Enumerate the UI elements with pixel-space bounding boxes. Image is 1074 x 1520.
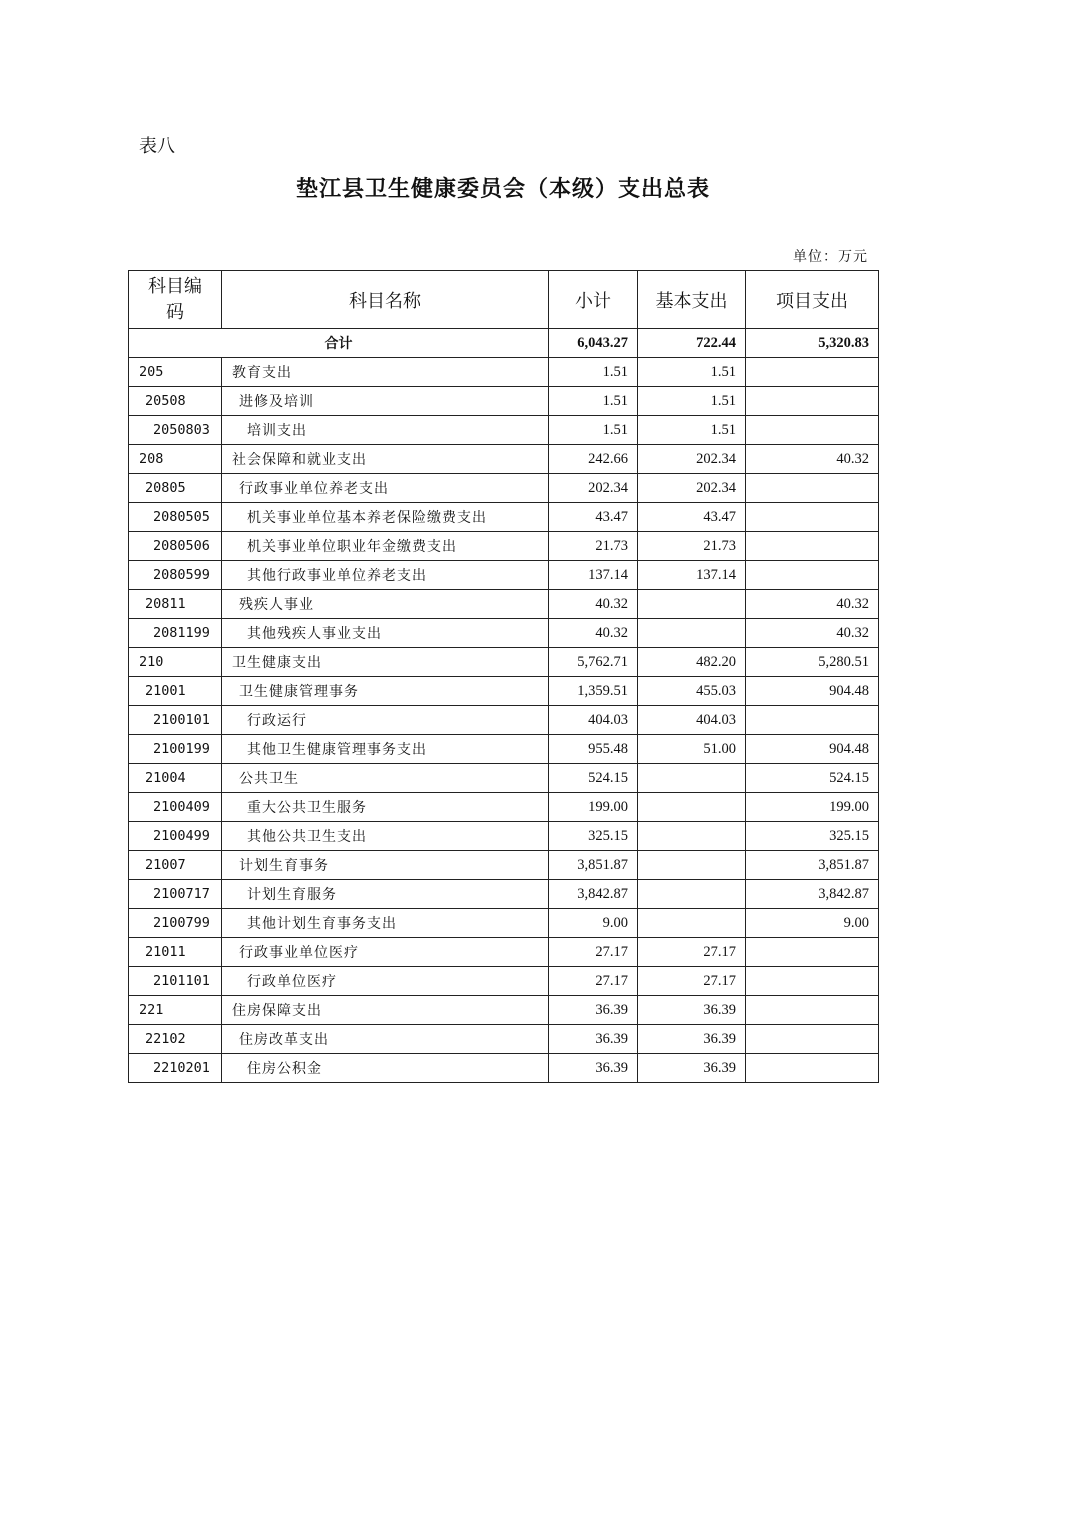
row-basic: 455.03	[638, 677, 746, 706]
row-code: 21001	[129, 677, 222, 706]
row-name: 其他残疾人事业支出	[222, 619, 549, 648]
table-number-label: 表八	[139, 136, 175, 157]
table-row	[129, 793, 879, 822]
row-project	[746, 387, 879, 416]
row-project: 199.00	[746, 793, 879, 822]
row-project: 40.32	[746, 619, 879, 648]
row-basic: 27.17	[638, 967, 746, 996]
row-name: 机关事业单位职业年金缴费支出	[222, 532, 549, 561]
row-name: 重大公共卫生服务	[222, 793, 549, 822]
header-subtotal: 小计	[549, 271, 638, 329]
table-row	[129, 1025, 879, 1054]
row-subtotal: 137.14	[549, 561, 638, 590]
row-basic: 51.00	[638, 735, 746, 764]
row-subtotal: 36.39	[549, 996, 638, 1025]
row-code: 208	[129, 445, 222, 474]
table-row	[129, 561, 879, 590]
table-row	[129, 677, 879, 706]
row-code: 2050803	[129, 416, 222, 445]
row-code: 21004	[129, 764, 222, 793]
row-name: 住房改革支出	[222, 1025, 549, 1054]
row-name: 公共卫生	[222, 764, 549, 793]
table-row	[129, 532, 879, 561]
row-subtotal: 27.17	[549, 938, 638, 967]
table-row	[129, 503, 879, 532]
row-code: 2100717	[129, 880, 222, 909]
row-basic: 482.20	[638, 648, 746, 677]
row-subtotal: 202.34	[549, 474, 638, 503]
table-row	[129, 851, 879, 880]
row-name: 其他行政事业单位养老支出	[222, 561, 549, 590]
row-project: 40.32	[746, 445, 879, 474]
row-basic	[638, 590, 746, 619]
row-project	[746, 706, 879, 735]
row-project	[746, 561, 879, 590]
row-subtotal: 1.51	[549, 358, 638, 387]
row-basic: 36.39	[638, 1025, 746, 1054]
row-name: 行政事业单位养老支出	[222, 474, 549, 503]
row-basic: 202.34	[638, 474, 746, 503]
table-row	[129, 938, 879, 967]
row-code: 2100199	[129, 735, 222, 764]
row-basic	[638, 793, 746, 822]
row-basic: 43.47	[638, 503, 746, 532]
row-subtotal: 955.48	[549, 735, 638, 764]
row-name: 其他计划生育事务支出	[222, 909, 549, 938]
table-row	[129, 590, 879, 619]
row-code: 2080506	[129, 532, 222, 561]
row-name: 其他卫生健康管理事务支出	[222, 735, 549, 764]
table-row	[129, 735, 879, 764]
row-code: 205	[129, 358, 222, 387]
table-row	[129, 1054, 879, 1083]
row-subtotal: 325.15	[549, 822, 638, 851]
table-row	[129, 416, 879, 445]
row-subtotal: 40.32	[549, 619, 638, 648]
row-project: 524.15	[746, 764, 879, 793]
row-subtotal: 3,851.87	[549, 851, 638, 880]
row-subtotal: 43.47	[549, 503, 638, 532]
row-name: 行政运行	[222, 706, 549, 735]
row-project: 3,851.87	[746, 851, 879, 880]
row-subtotal: 1.51	[549, 416, 638, 445]
row-project: 40.32	[746, 590, 879, 619]
row-subtotal: 36.39	[549, 1025, 638, 1054]
row-project: 9.00	[746, 909, 879, 938]
row-name: 卫生健康管理事务	[222, 677, 549, 706]
row-code: 2210201	[129, 1054, 222, 1083]
header-basic: 基本支出	[638, 271, 746, 329]
table-row	[129, 996, 879, 1025]
row-name: 社会保障和就业支出	[222, 445, 549, 474]
row-basic: 21.73	[638, 532, 746, 561]
row-name: 住房保障支出	[222, 996, 549, 1025]
table-row	[129, 648, 879, 677]
total-subtotal: 6,043.27	[549, 329, 638, 358]
table-row	[129, 880, 879, 909]
row-name: 计划生育事务	[222, 851, 549, 880]
row-code: 221	[129, 996, 222, 1025]
total-label: 合计	[129, 329, 549, 358]
row-basic	[638, 822, 746, 851]
row-project	[746, 532, 879, 561]
document-title: 垫江县卫生健康委员会（本级）支出总表	[295, 176, 710, 202]
row-basic: 1.51	[638, 358, 746, 387]
row-name: 培训支出	[222, 416, 549, 445]
row-basic	[638, 851, 746, 880]
row-subtotal: 36.39	[549, 1054, 638, 1083]
row-basic	[638, 909, 746, 938]
row-code: 2100409	[129, 793, 222, 822]
row-code: 2100799	[129, 909, 222, 938]
row-name: 残疾人事业	[222, 590, 549, 619]
row-project: 325.15	[746, 822, 879, 851]
row-subtotal: 1.51	[549, 387, 638, 416]
row-project: 904.48	[746, 735, 879, 764]
row-code: 21007	[129, 851, 222, 880]
row-name: 进修及培训	[222, 387, 549, 416]
header-project: 项目支出	[746, 271, 879, 329]
total-project: 5,320.83	[746, 329, 879, 358]
row-name: 机关事业单位基本养老保险缴费支出	[222, 503, 549, 532]
row-subtotal: 524.15	[549, 764, 638, 793]
row-subtotal: 27.17	[549, 967, 638, 996]
table-row	[129, 764, 879, 793]
row-subtotal: 21.73	[549, 532, 638, 561]
row-project	[746, 938, 879, 967]
table-header-row	[129, 271, 879, 329]
row-name: 行政单位医疗	[222, 967, 549, 996]
row-subtotal: 404.03	[549, 706, 638, 735]
header-name: 科目名称	[222, 271, 549, 329]
total-row	[129, 329, 879, 358]
row-project: 5,280.51	[746, 648, 879, 677]
row-project: 904.48	[746, 677, 879, 706]
table-row	[129, 474, 879, 503]
table-row	[129, 706, 879, 735]
row-basic: 1.51	[638, 387, 746, 416]
row-subtotal: 9.00	[549, 909, 638, 938]
row-code: 2100499	[129, 822, 222, 851]
row-code: 2080505	[129, 503, 222, 532]
row-project	[746, 503, 879, 532]
row-basic: 1.51	[638, 416, 746, 445]
row-subtotal: 242.66	[549, 445, 638, 474]
row-basic: 137.14	[638, 561, 746, 590]
row-subtotal: 199.00	[549, 793, 638, 822]
row-basic	[638, 880, 746, 909]
row-project	[746, 967, 879, 996]
row-name: 其他公共卫生支出	[222, 822, 549, 851]
row-project	[746, 1054, 879, 1083]
row-basic: 36.39	[638, 996, 746, 1025]
row-project	[746, 474, 879, 503]
row-project	[746, 416, 879, 445]
row-code: 21011	[129, 938, 222, 967]
table-row	[129, 822, 879, 851]
row-code: 20508	[129, 387, 222, 416]
row-code: 2101101	[129, 967, 222, 996]
row-code: 210	[129, 648, 222, 677]
table-row	[129, 358, 879, 387]
table-row	[129, 619, 879, 648]
row-basic	[638, 619, 746, 648]
table-row	[129, 967, 879, 996]
table-row	[129, 909, 879, 938]
row-subtotal: 5,762.71	[549, 648, 638, 677]
row-subtotal: 1,359.51	[549, 677, 638, 706]
row-subtotal: 40.32	[549, 590, 638, 619]
row-project	[746, 996, 879, 1025]
row-code: 20805	[129, 474, 222, 503]
row-code: 22102	[129, 1025, 222, 1054]
row-name: 卫生健康支出	[222, 648, 549, 677]
row-project	[746, 1025, 879, 1054]
unit-label: 单位：万元	[793, 249, 868, 265]
table-row	[129, 445, 879, 474]
row-basic	[638, 764, 746, 793]
row-basic: 36.39	[638, 1054, 746, 1083]
row-code: 2081199	[129, 619, 222, 648]
table-row	[129, 387, 879, 416]
row-subtotal: 3,842.87	[549, 880, 638, 909]
row-project	[746, 358, 879, 387]
row-basic: 202.34	[638, 445, 746, 474]
row-name: 计划生育服务	[222, 880, 549, 909]
row-basic: 404.03	[638, 706, 746, 735]
total-basic: 722.44	[638, 329, 746, 358]
row-code: 20811	[129, 590, 222, 619]
row-code: 2100101	[129, 706, 222, 735]
row-name: 行政事业单位医疗	[222, 938, 549, 967]
row-project: 3,842.87	[746, 880, 879, 909]
row-name: 住房公积金	[222, 1054, 549, 1083]
row-basic: 27.17	[638, 938, 746, 967]
expenditure-table	[128, 270, 879, 1083]
header-code: 科目编码	[129, 271, 222, 329]
row-code: 2080599	[129, 561, 222, 590]
row-name: 教育支出	[222, 358, 549, 387]
